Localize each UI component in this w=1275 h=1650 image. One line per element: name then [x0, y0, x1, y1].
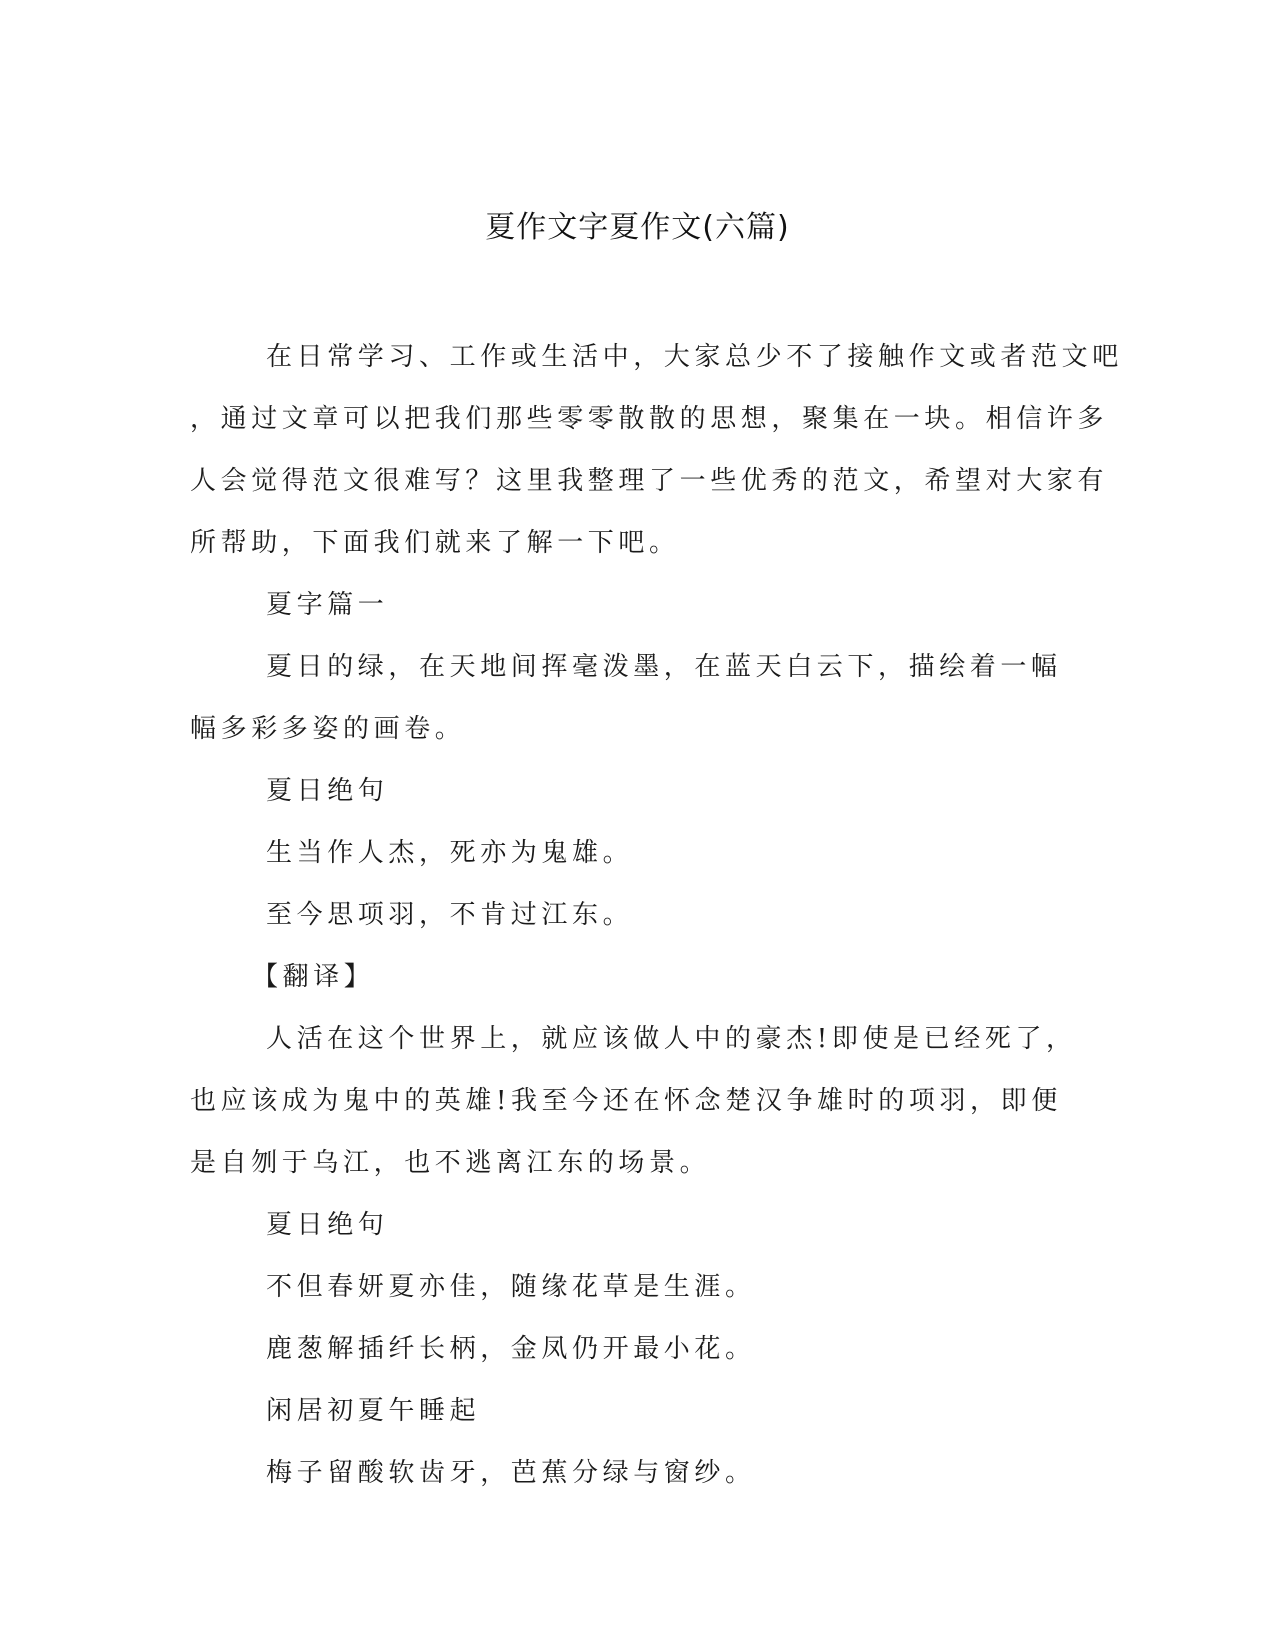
poem-line-1-2: 至今思项羽，不肯过江东。 — [266, 900, 634, 930]
document-body — [190, 326, 1123, 1504]
intro-line-3: 人会觉得范文很难写？这里我整理了一些优秀的范文，希望对大家有 — [190, 466, 1109, 496]
intro-line-2: ，通过文章可以把我们那些零零散散的思想，聚集在一块。相信许多 — [190, 404, 1109, 434]
section-heading: 夏字篇一 — [266, 590, 389, 620]
document-title: 夏作文字夏作文(六篇) — [485, 210, 790, 245]
poem-line-2-2: 鹿葱解插纤长柄，金凤仍开最小花。 — [266, 1334, 756, 1364]
poem-title-2: 夏日绝句 — [266, 1210, 389, 1240]
poem-line-2-1: 不但春妍夏亦佳，随缘花草是生涯。 — [266, 1272, 756, 1302]
paragraph-summer-green: 夏日的绿，在天地间挥毫泼墨，在蓝天白云下，描绘着一幅幅多彩多姿的画卷。 — [190, 652, 1062, 744]
poem-title-1: 夏日绝句 — [266, 776, 389, 806]
translation-text: 人活在这个世界上，就应该做人中的豪杰!即使是已经死了，也应该成为鬼中的英雄!我至今还在怀念楚汉争雄时的项羽，即便是自刎于乌江，也不逃离江东的场景。 — [190, 1024, 1077, 1178]
poem-title-3: 闲居初夏午睡起 — [266, 1396, 481, 1426]
intro-line-4: 所帮助，下面我们就来了解一下吧。 — [190, 528, 680, 558]
poem-line-3-1: 梅子留酸软齿牙，芭蕉分绿与窗纱。 — [266, 1458, 756, 1488]
translation-label: 【翻译】 — [252, 962, 375, 992]
intro-line-1: 在日常学习、工作或生活中，大家总少不了接触作文或者范文吧 — [266, 342, 1123, 372]
poem-line-1-1: 生当作人杰，死亦为鬼雄。 — [266, 838, 634, 868]
